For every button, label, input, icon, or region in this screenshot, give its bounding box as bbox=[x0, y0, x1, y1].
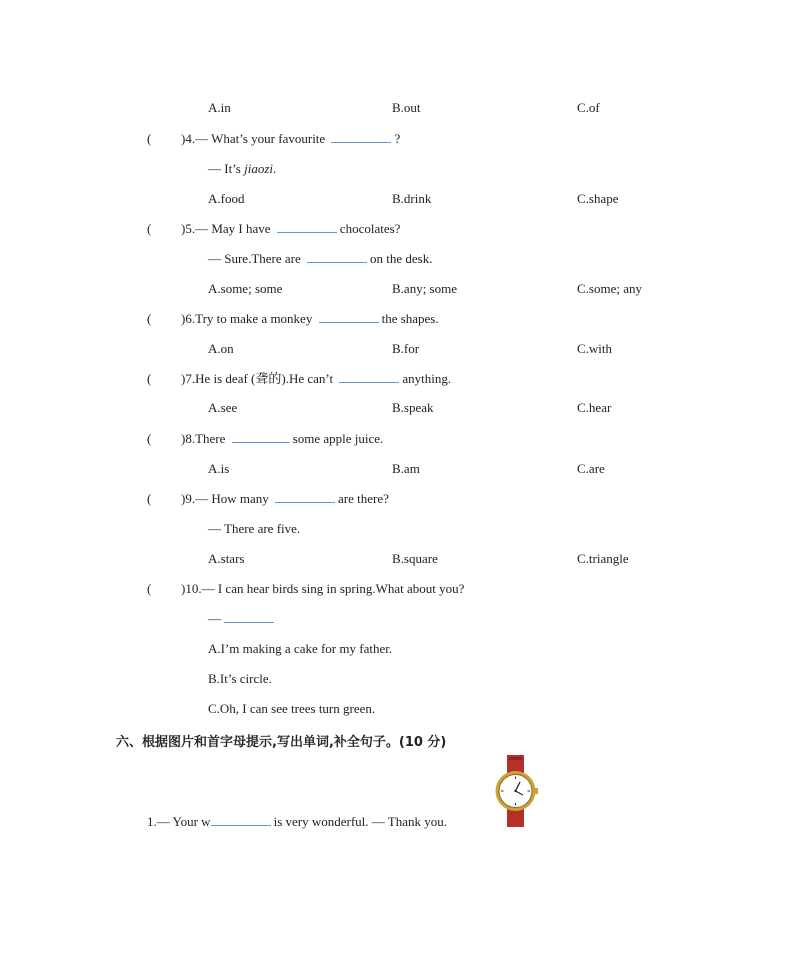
q7-stem: ( )7.He is deaf (聋的).He can’t anything. bbox=[147, 371, 452, 386]
q5-option-a: A.some; some bbox=[208, 281, 283, 296]
answer-blank[interactable] bbox=[277, 222, 337, 233]
q8-number: )8. bbox=[181, 431, 196, 446]
answer-paren[interactable]: ( bbox=[147, 491, 152, 506]
answer-blank[interactable] bbox=[275, 492, 335, 503]
wristwatch-icon bbox=[494, 755, 538, 827]
q4-text: — What’s your favourite bbox=[195, 131, 326, 146]
q10-reply: — bbox=[208, 611, 277, 627]
answer-paren[interactable]: ( bbox=[147, 581, 152, 596]
answer-paren[interactable]: ( bbox=[147, 131, 152, 146]
q8-option-b: B.am bbox=[392, 461, 420, 476]
q10-option-a: A.I’m making a cake for my father. bbox=[208, 641, 393, 656]
q9-option-b: B.square bbox=[392, 551, 438, 566]
answer-blank[interactable] bbox=[331, 132, 391, 143]
q7-number: )7. bbox=[181, 371, 196, 386]
q6-number: )6. bbox=[181, 311, 196, 326]
q4-number: )4. bbox=[181, 131, 196, 146]
q10-option-b: B.It’s circle. bbox=[208, 671, 272, 686]
answer-paren[interactable]: ( bbox=[147, 371, 152, 386]
q10-option-c: C.Oh, I can see trees turn green. bbox=[208, 701, 376, 716]
q8-stem: ( )8.There some apple juice. bbox=[147, 431, 384, 446]
section-title: 六、根据图片和首字母提示,写出单词,补全句子。(10 分) bbox=[116, 735, 447, 750]
answer-blank[interactable] bbox=[224, 612, 274, 623]
q9-option-a: A.stars bbox=[208, 551, 245, 566]
answer-paren[interactable]: ( bbox=[147, 431, 152, 446]
q9-stem: ( )9.— How many are there? bbox=[147, 491, 389, 506]
q9-number: )9. bbox=[181, 491, 196, 506]
q3-option-c: C.of bbox=[577, 100, 600, 115]
q4-option-a: A.food bbox=[208, 191, 245, 206]
answer-paren[interactable]: ( bbox=[147, 311, 152, 326]
answer-blank[interactable] bbox=[211, 815, 271, 826]
q9-option-c: C.triangle bbox=[577, 551, 629, 566]
q3-option-a: A.in bbox=[208, 100, 231, 115]
q4-italic-word: jiaozi bbox=[244, 161, 274, 176]
q7-option-c: C.hear bbox=[577, 400, 612, 415]
q8-option-a: A.is bbox=[208, 461, 230, 476]
s6-q1: 1.— Your w is very wonderful. — Thank you. bbox=[147, 814, 448, 829]
q9-reply: — There are five. bbox=[208, 521, 301, 536]
q4-option-c: C.shape bbox=[577, 191, 619, 206]
q7-option-a: A.see bbox=[208, 400, 238, 415]
answer-blank[interactable] bbox=[307, 252, 367, 263]
q4-text-after: ? bbox=[394, 131, 401, 146]
q10-number: )10. bbox=[181, 581, 202, 596]
answer-blank[interactable] bbox=[339, 372, 399, 383]
q4-reply: — It’s jiaozi. bbox=[208, 161, 277, 176]
q6-option-c: C.with bbox=[577, 341, 613, 356]
q4-option-b: B.drink bbox=[392, 191, 432, 206]
q8-option-c: C.are bbox=[577, 461, 605, 476]
q5-reply: — Sure.There are on the desk. bbox=[208, 251, 433, 266]
q3-option-b: B.out bbox=[392, 100, 421, 115]
q4-stem bbox=[147, 131, 400, 147]
q6-option-b: B.for bbox=[392, 341, 420, 356]
q10-stem: ( )10.— I can hear birds sing in spring.What about you? bbox=[147, 581, 465, 596]
answer-paren[interactable]: ( bbox=[147, 221, 152, 236]
q5-stem: ( )5.— May I have chocolates? bbox=[147, 221, 401, 236]
q5-option-c: C.some; any bbox=[577, 281, 642, 296]
q5-option-b: B.any; some bbox=[392, 281, 457, 296]
answer-blank[interactable] bbox=[319, 312, 379, 323]
q7-option-b: B.speak bbox=[392, 400, 434, 415]
q5-number: )5. bbox=[181, 221, 196, 236]
q6-stem: ( )6.Try to make a monkey the shapes. bbox=[147, 311, 439, 326]
q6-option-a: A.on bbox=[208, 341, 234, 356]
answer-blank[interactable] bbox=[232, 432, 290, 443]
